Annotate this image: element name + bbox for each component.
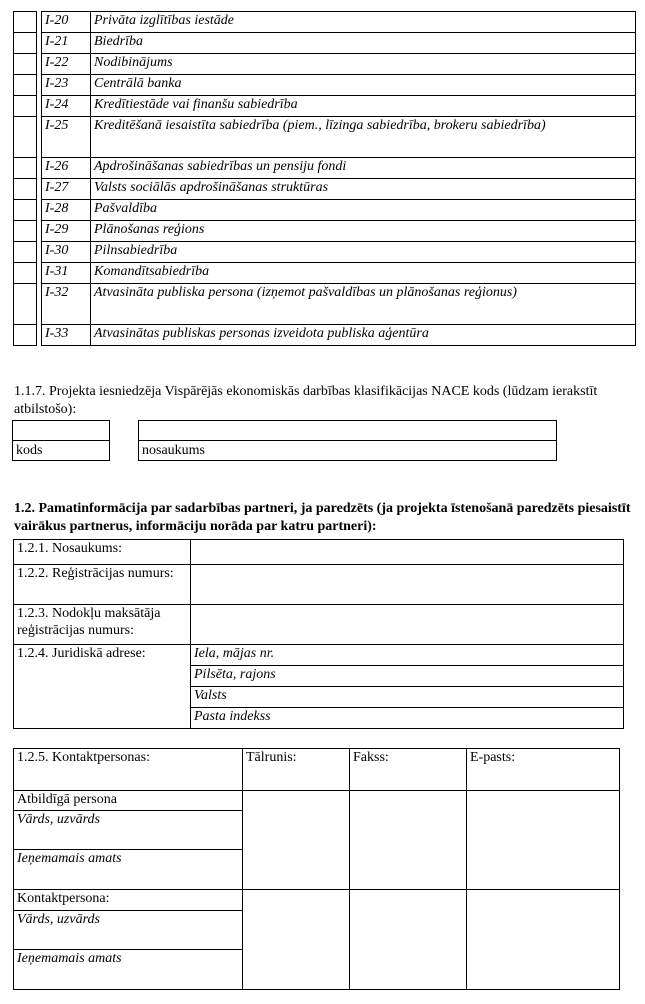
- code-checkbox[interactable]: [14, 263, 37, 284]
- code-label: Valsts sociālās apdrošināšanas struktūras: [91, 179, 636, 200]
- code-checkbox[interactable]: [14, 325, 37, 346]
- code-value: I-23: [42, 75, 91, 96]
- code-value: I-33: [42, 325, 91, 346]
- code-checkbox[interactable]: [14, 179, 37, 200]
- code-row: [14, 221, 636, 242]
- partner-name-field[interactable]: [191, 540, 624, 565]
- code-row: [14, 325, 636, 346]
- code-value: I-25: [42, 117, 91, 158]
- address-postal-field[interactable]: Pasta indekss: [191, 708, 624, 729]
- contact-name-field[interactable]: Vārds, uzvārds: [14, 911, 243, 950]
- code-checkbox[interactable]: [14, 242, 37, 263]
- code-checkbox[interactable]: [14, 54, 37, 75]
- code-row: [14, 284, 636, 325]
- partner-tax-field[interactable]: [191, 605, 624, 645]
- email-header: E-pasts:: [467, 749, 620, 791]
- contacts-header-label: 1.2.5. Kontaktpersonas:: [14, 749, 243, 791]
- code-label: Privāta izglītības iestāde: [91, 12, 636, 33]
- nace-code-label: kods: [16, 443, 43, 458]
- code-value: I-21: [42, 33, 91, 54]
- code-label: Kreditēšanā iesaistīta sabiedrība (piem., līzinga sabiedrība, brokeru sabiedrība): [91, 117, 636, 158]
- code-row: [14, 12, 636, 33]
- code-label: Apdrošināšanas sabiedrības un pensiju fondi: [91, 158, 636, 179]
- phone-header: Tālrunis:: [243, 749, 350, 791]
- code-label: Atvasinātas publiskas personas izveidota publiska aģentūra: [91, 325, 636, 346]
- code-checkbox[interactable]: [14, 117, 37, 158]
- code-row: [14, 200, 636, 221]
- code-checkbox[interactable]: [14, 200, 37, 221]
- code-label: Centrālā banka: [91, 75, 636, 96]
- partner-address-label: 1.2.4. Juridiskā adrese:: [14, 645, 191, 729]
- code-row: [14, 179, 636, 200]
- responsible-person-label: Atbildīgā persona: [14, 791, 243, 811]
- code-checkbox[interactable]: [14, 221, 37, 242]
- institution-code-table: [13, 11, 636, 346]
- responsible-position-field[interactable]: Ieņemamais amats: [14, 850, 243, 890]
- responsible-phone-field[interactable]: [243, 791, 350, 890]
- code-label: Kredītiestāde vai finanšu sabiedrība: [91, 96, 636, 117]
- address-city-field[interactable]: Pilsēta, rajons: [191, 666, 624, 687]
- contact-fax-field[interactable]: [350, 890, 467, 990]
- code-row: [14, 54, 636, 75]
- contact-phone-field[interactable]: [243, 890, 350, 990]
- code-value: I-32: [42, 284, 91, 325]
- code-value: I-24: [42, 96, 91, 117]
- partner-reg-label: 1.2.2. Reģistrācijas numurs:: [14, 565, 191, 605]
- address-street-field[interactable]: Iela, mājas nr.: [191, 645, 624, 666]
- partner-heading: 1.2. Pamatinformācija par sadarbības partneri, ja paredzēts (ja projekta īstenošanā paredzēts piesaistīt vairākus partnerus, informāciju norāda par katru partneri):: [14, 501, 631, 534]
- responsible-email-field[interactable]: [467, 791, 620, 890]
- code-checkbox[interactable]: [14, 75, 37, 96]
- code-row: [14, 96, 636, 117]
- partner-tax-label: 1.2.3. Nodokļu maksātāja reģistrācijas numurs:: [14, 605, 191, 645]
- code-value: I-26: [42, 158, 91, 179]
- contacts-table: [13, 748, 620, 990]
- nace-code-input[interactable]: [12, 420, 110, 441]
- code-value: I-30: [42, 242, 91, 263]
- code-value: I-29: [42, 221, 91, 242]
- nace-name-input[interactable]: [138, 420, 557, 441]
- code-label: Plānošanas reģions: [91, 221, 636, 242]
- partner-reg-field[interactable]: [191, 565, 624, 605]
- nace-code-label-box: [12, 440, 110, 461]
- code-label: Pilnsabiedrība: [91, 242, 636, 263]
- contact-position-field[interactable]: Ieņemamais amats: [14, 950, 243, 990]
- contact-email-field[interactable]: [467, 890, 620, 990]
- code-value: I-31: [42, 263, 91, 284]
- code-row: [14, 33, 636, 54]
- code-label: Komandītsabiedrība: [91, 263, 636, 284]
- code-row: [14, 242, 636, 263]
- code-checkbox[interactable]: [14, 96, 37, 117]
- code-row: [14, 158, 636, 179]
- code-checkbox[interactable]: [14, 33, 37, 54]
- responsible-name-field[interactable]: Vārds, uzvārds: [14, 811, 243, 850]
- code-label: Nodibinājums: [91, 54, 636, 75]
- partner-name-label: 1.2.1. Nosaukums:: [14, 540, 191, 565]
- partner-info-table: [13, 539, 624, 729]
- nace-name-label: nosaukums: [142, 443, 205, 458]
- code-value: I-22: [42, 54, 91, 75]
- code-row: [14, 117, 636, 158]
- fax-header: Fakss:: [350, 749, 467, 791]
- code-checkbox[interactable]: [14, 158, 37, 179]
- code-checkbox[interactable]: [14, 284, 37, 325]
- code-label: Biedrība: [91, 33, 636, 54]
- contact-person-label: Kontaktpersona:: [14, 890, 243, 911]
- address-country-field[interactable]: Valsts: [191, 687, 624, 708]
- nace-intro: 1.1.7. Projekta iesniedzēja Vispārējās ekonomiskās darbības klasifikācijas NACE kods (lūdzam ierakstīt atbilstošo):: [14, 384, 598, 417]
- code-value: I-27: [42, 179, 91, 200]
- code-value: I-28: [42, 200, 91, 221]
- code-value: I-20: [42, 12, 91, 33]
- code-row: [14, 263, 636, 284]
- code-checkbox[interactable]: [14, 12, 37, 33]
- code-label: Pašvaldība: [91, 200, 636, 221]
- code-row: [14, 75, 636, 96]
- responsible-fax-field[interactable]: [350, 791, 467, 890]
- nace-name-label-box: [138, 440, 557, 461]
- code-label: Atvasināta publiska persona (izņemot pašvaldības un plānošanas reģionus): [91, 284, 636, 325]
